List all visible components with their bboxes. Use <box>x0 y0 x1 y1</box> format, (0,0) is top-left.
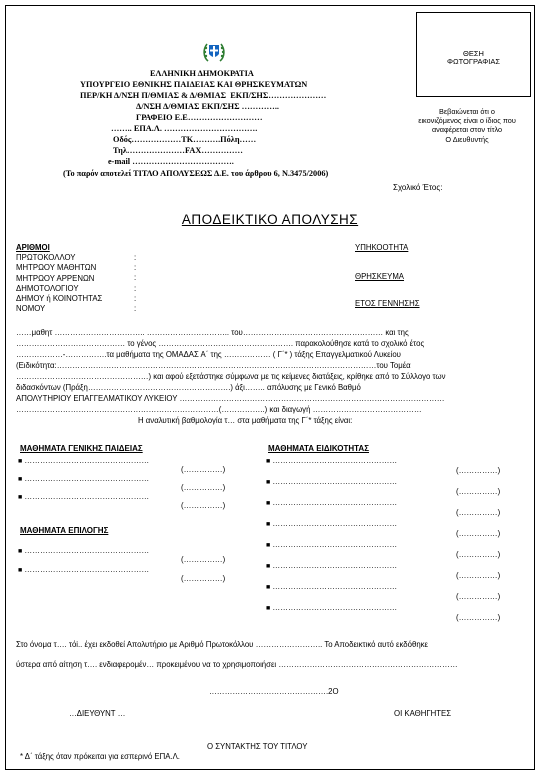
bullet-icon: ■ <box>18 548 23 555</box>
subject-grade: (……………) <box>456 571 501 580</box>
subject-grade: (……………) <box>181 465 226 474</box>
subject-row <box>266 519 397 528</box>
header-line: e-mail ………………………………. <box>108 157 234 166</box>
numbers-item: ΔΗΜΟΥ ή ΚΟΙΝΟΤΗΤΑΣ <box>16 294 103 304</box>
subject-dots: ………………………………………… <box>272 498 398 507</box>
bullet-icon: ■ <box>266 521 271 528</box>
subject-grade: (……………) <box>181 555 226 564</box>
numbers-block <box>16 243 102 314</box>
header-line: ΠΕΡ/ΚΗ Δ/ΝΣΗ Π/ΘΜΙΑΣ & Δ/ΘΜΙΑΣ ΕΚΠ/ΣΗΣ………………… <box>80 91 327 100</box>
bullet-icon: ■ <box>18 458 23 465</box>
bullet-icon: ■ <box>18 476 23 483</box>
colon: : <box>134 273 137 283</box>
subject-row <box>18 456 149 465</box>
subject-row <box>18 565 149 574</box>
subject-dots: ………………………………………… <box>272 582 398 591</box>
subject-dots: ………………………………………… <box>272 519 398 528</box>
footer-line: Στο όνομα τ…. τόi.. έχει εκδοθεί Απολυτήριο με Αριθμό Πρωτοκόλλου …………………….. Το Αποδεικτικό αυτό εκδόθηκε <box>16 640 429 649</box>
bullet-icon: ■ <box>266 479 271 486</box>
section-general: ΜΑΘΗΜΑΤΑ ΓΕΝΙΚΗΣ ΠΑΙΔΕΙΑΣ <box>20 444 143 453</box>
verification-line: Βεβαιώνεται ότι ο <box>439 107 495 116</box>
subject-row <box>266 456 397 465</box>
verification-line: Ο Διευθυντής <box>445 134 489 144</box>
subject-grade: (……………) <box>456 592 501 601</box>
numbers-item: ΔΗΜΟΤΟΛΟΓΙΟΥ <box>16 283 79 293</box>
header-line: ΓΡΑΦΕΙΟ Ε.Ε……………………… <box>136 113 263 122</box>
subject-grade: (……………) <box>181 483 226 492</box>
subject-row <box>266 498 397 507</box>
numbers-item: ΠΡΩΤΟΚΟΛΛΟΥ <box>16 253 76 263</box>
colon: : <box>134 253 137 262</box>
body-line: ……μαθητ …………………………….. ………………………….. του……………………………………………… και της <box>16 328 409 337</box>
citizenship-label: ΥΠΗΚΟΟΤΗΤΑ <box>355 243 409 252</box>
subject-grade: (……………) <box>181 574 226 583</box>
subject-row <box>266 582 397 591</box>
photo-label-line: ΦΩΤΟΓΡΑΦΙΑΣ <box>447 57 500 66</box>
numbers-item: ΝΟΜΟΥ <box>16 304 46 314</box>
photo-label <box>416 50 531 66</box>
issue-date: ……………………………………….2Ο <box>209 687 339 696</box>
subject-grade: (……………) <box>456 487 501 496</box>
subject-row <box>18 546 149 555</box>
subject-grade: (……………) <box>181 501 226 510</box>
subject-grade: (……………) <box>456 508 501 517</box>
subject-row <box>18 492 149 501</box>
subject-dots: ………………………………………… <box>272 540 398 549</box>
director-signature: …ΔΙΕΥΘΥΝΤ … <box>69 709 126 718</box>
subject-row <box>18 474 149 483</box>
body-line: (Ειδικότητα:……………………………………………………………………………………………………………του Τομέα <box>16 361 411 370</box>
numbers-item: ΜΗΤΡΩΟΥ ΑΡΡΕΝΩΝ <box>16 273 95 283</box>
subject-row <box>266 540 397 549</box>
numbers-heading: ΑΡΙΘΜΟΙ <box>16 243 50 252</box>
photo-verification <box>402 107 532 144</box>
bullet-icon: ■ <box>266 458 271 465</box>
numbers-colons <box>134 253 136 314</box>
numbers-item: ΜΗΤΡΩΟΥ ΜΑΘΗΤΩΝ <box>16 263 97 273</box>
subject-grade: (……………) <box>456 466 501 475</box>
certificate-page <box>5 5 535 770</box>
bullet-icon: ■ <box>266 500 271 507</box>
footnote: * Δ΄ τάξης όταν πρόκειται για εσπερινό ΕΠΑ.Λ. <box>20 752 180 761</box>
greek-emblem-icon <box>202 40 226 66</box>
subject-grade: (……………) <box>456 529 501 538</box>
subject-grade: (……………) <box>456 613 501 622</box>
header-line: Δ/ΝΣΗ Δ/ΘΜΙΑΣ ΕΚΠ/ΣΗΣ ………….. <box>136 102 279 111</box>
subject-grade: (……………) <box>456 550 501 559</box>
bullet-icon: ■ <box>266 605 271 612</box>
religion-label: ΘΡΗΣΚΕΥΜΑ <box>355 272 405 281</box>
verification-line: εικονιζόμενος είναι ο ίδιος που <box>418 116 516 126</box>
section-elective: ΜΑΘΗΜΑΤΑ ΕΠΙΛΟΓΗΣ <box>20 526 109 535</box>
subject-dots: ………………………………………… <box>272 603 398 612</box>
colon: : <box>134 283 137 293</box>
school-year-label: Σχολικό Έτος: <box>393 183 443 192</box>
subject-dots: ………………………………………… <box>24 456 150 465</box>
body-line: ……………………………………………………………………(……………..) και διαγωγή …………………………………… <box>16 405 422 414</box>
subject-row <box>266 477 397 486</box>
bullet-icon: ■ <box>266 563 271 570</box>
subject-dots: ………………………………………… <box>24 546 150 555</box>
photo-label-line: ΘΕΣΗ <box>463 49 484 58</box>
header-line: ΕΛΛΗΝΙΚΗ ΔΗΜΟΚΡΑΤΙΑ <box>150 69 254 78</box>
page-title: ΑΠΟΔΕΙΚΤΙΚΟ ΑΠΟΛΥΣΗΣ <box>181 212 359 227</box>
body-line: …………………………………… το γένος ……………………………………………. παρακολούθησε κατά το σχολικό έτος <box>16 339 425 348</box>
subject-dots: ………………………………………… <box>24 565 150 574</box>
section-specialty: ΜΑΘΗΜΑΤΑ ΕΙΔΙΚΟΤΗΤΑΣ <box>268 444 369 453</box>
colon: : <box>134 304 137 314</box>
grades-intro: Η αναλυτική βαθμολογία τ… στα μαθήματα της Γ΄* τάξης είναι: <box>138 416 353 425</box>
subject-dots: ………………………………………… <box>272 477 398 486</box>
legal-note: (Το παρόν αποτελεί ΤΙΤΛΟ ΑΠΟΛΥΣΕΩΣ Δ.Ε. του άρθρου 6, Ν.3475/2006) <box>63 169 329 178</box>
header-line: ΥΠΟΥΡΓΕΙΟ ΕΘΝΙΚΗΣ ΠΑΙΔΕΙΑΣ ΚΑΙ ΘΡΗΣΚΕΥΜΑΤΩΝ <box>80 80 308 89</box>
verification-line: αναφέρεται στον τίτλο <box>431 125 503 135</box>
colon: : <box>134 263 137 273</box>
bullet-icon: ■ <box>266 542 271 549</box>
header-line: …….. ΕΠΑ.Λ. ……………………………. <box>111 124 258 133</box>
body-line: διδασκόντων (Πράξη……………………………………………….) άξι…….. απόλυσης με Γενικό Βαθμό <box>16 383 361 392</box>
bullet-icon: ■ <box>18 494 23 501</box>
body-line: ΑΠΟΛΥΤΗΡΙΟΥ ΕΠΑΓΓΕΛΜΑΤΙΚΟΥ ΛΥΚΕΙΟΥ ………………………………………………………………………………………… <box>16 394 445 403</box>
teachers-signature: ΟΙ ΚΑΘΗΓΗΤΕΣ <box>394 709 452 718</box>
subject-dots: ………………………………………… <box>24 474 150 483</box>
body-line: ………………-…………….τα μαθήματα της ΟΜΑΔΑΣ Α΄ της ……………… ( Γ΄* ) τάξης Επαγγελματικού Λυκείου <box>16 350 401 359</box>
subject-dots: ………………………………………… <box>272 561 398 570</box>
body-line: ……………………………………………) και αφού εξετάστηκε σύμφωνα με τις κείμενες διατάξεις, κρίθηκε από το Σύλλογο των <box>16 372 446 381</box>
birth-year-label: ΕΤΟΣ ΓΕΝΝΗΣΗΣ <box>355 299 420 308</box>
bullet-icon: ■ <box>18 567 23 574</box>
header-line: Οδός………………TK……….Πόλη…… <box>113 135 257 144</box>
footer-line: ύστερα από αίτηση τ…. ενδιαφερομέν… προκειμένου να το χρησιμοποιήσει …………………………………………………………… <box>16 660 458 669</box>
subject-row <box>266 603 397 612</box>
subject-row <box>266 561 397 570</box>
colon: : <box>134 293 137 303</box>
subject-dots: ………………………………………… <box>24 492 150 501</box>
compiler-signature: Ο ΣΥΝΤΑΚΤΗΣ ΤΟΥ ΤΙΤΛΟΥ <box>207 742 308 751</box>
header-line: Τηλ…………………FAX…………… <box>113 146 243 155</box>
subject-dots: ………………………………………… <box>272 456 398 465</box>
bullet-icon: ■ <box>266 584 271 591</box>
